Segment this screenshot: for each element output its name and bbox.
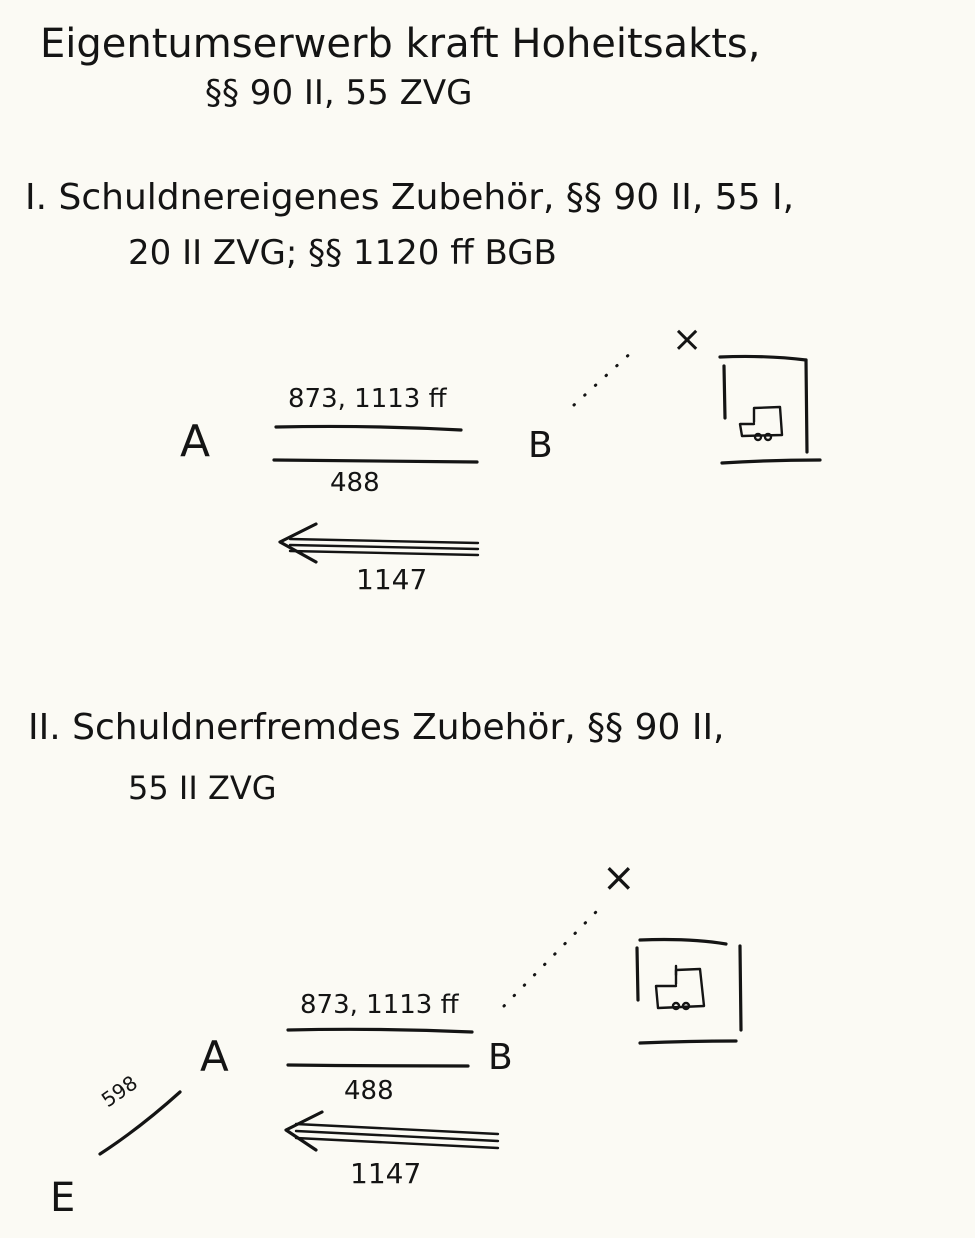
title-line-2: §§ 90 II, 55 ZVG [205, 73, 473, 113]
diagram-1-node-b: B [528, 425, 553, 466]
diagram-2-arrow-label: 1147 [350, 1157, 422, 1190]
diagram-1-arrow-label: 1147 [356, 563, 428, 596]
diagram-2-e-label: 598 [96, 1070, 142, 1113]
diagram-2-building [637, 940, 741, 1044]
diagram-2-upper-line [288, 1029, 472, 1032]
diagram-2-arrow [286, 1112, 498, 1150]
diagram-1-upper-label: 873, 1113 ff [288, 384, 447, 414]
section-1-heading-line-1: I. Schuldnereigenes Zubehör, §§ 90 II, 55 I, [25, 177, 795, 218]
diagram-2-strokes [96, 912, 741, 1154]
diagram-1-building [720, 356, 820, 463]
diagram-2-node-x: × [602, 855, 636, 901]
diagram-1-lower-label: 488 [330, 468, 380, 498]
diagram-1-machine-icon [740, 407, 782, 440]
title-line-1: Eigentumserwerb kraft Hoheitsakts, [40, 21, 761, 67]
section-2-heading-line-1: II. Schuldnerfremdes Zubehör, §§ 90 II, [28, 707, 725, 748]
diagram-2-node-a: A [200, 1032, 229, 1081]
diagram-1-arrow [280, 524, 478, 562]
diagram-2-node-b: B [488, 1037, 513, 1078]
diagram-2-upper-label: 873, 1113 ff [300, 990, 459, 1020]
diagram-1-node-x: × [672, 319, 703, 360]
diagram-2-machine-icon [656, 966, 704, 1009]
section-2-heading-line-2: 55 II ZVG [128, 769, 277, 807]
diagram-2-lower-label: 488 [344, 1076, 394, 1106]
diagram-2-dotted-line [504, 912, 596, 1006]
section-1-heading-line-2: 20 II ZVG; §§ 1120 ff BGB [128, 233, 557, 273]
diagram-1-dotted-line [574, 350, 634, 405]
diagram-2-lower-line [288, 1065, 468, 1066]
diagram-1-lower-line [274, 460, 477, 462]
diagram-1-upper-line [276, 426, 461, 430]
diagram-2-node-e: E [50, 1175, 76, 1221]
diagram-1-node-a: A [180, 416, 211, 467]
